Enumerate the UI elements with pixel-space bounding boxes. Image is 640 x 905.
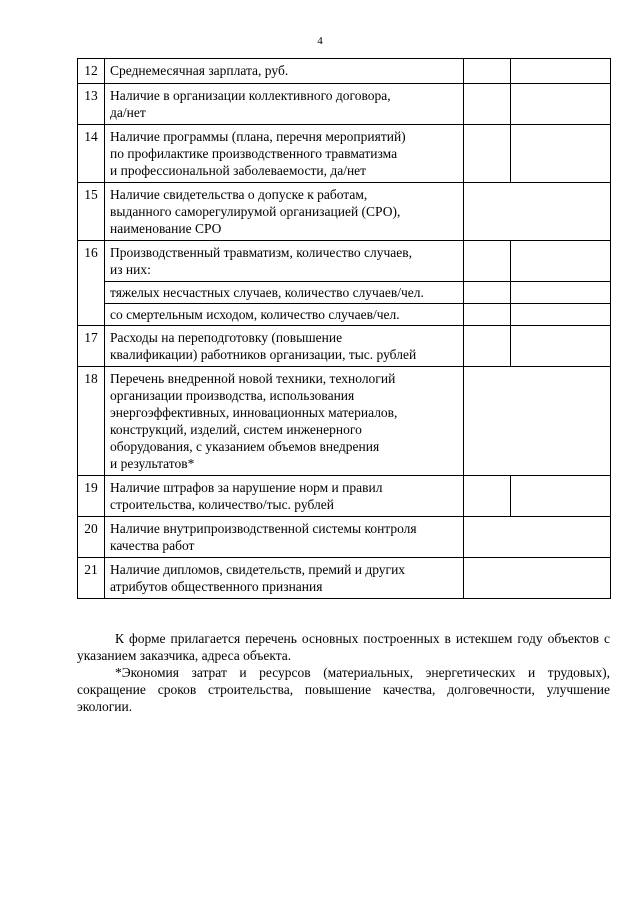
row-text: Расходы на переподготовку (повышение квалификации) работников организации, тыс. рублей xyxy=(105,326,464,367)
answer-cell-1 xyxy=(464,326,511,367)
answer-cell-1 xyxy=(464,476,511,517)
note-attachment: К форме прилагается перечень основных построенных в истекшем году объектов с указанием заказчика, адреса объекта. xyxy=(77,631,610,663)
table-row xyxy=(78,125,611,183)
answer-cell-merged xyxy=(464,517,611,558)
row-text: Наличие дипломов, свидетельств, премий и других атрибутов общественного признания xyxy=(105,558,464,599)
table-subrow xyxy=(78,282,611,304)
table-row xyxy=(78,558,611,599)
row-text: Наличие программы (плана, перечня мероприятий) по профилактике производственного травматизма и профессиональной заболеваемости, да/нет xyxy=(105,125,464,183)
row-number: 19 xyxy=(78,476,105,517)
row-number: 15 xyxy=(78,183,105,241)
answer-cell-merged xyxy=(464,367,611,476)
notes-section xyxy=(77,630,610,715)
table-row xyxy=(78,84,611,125)
table-row xyxy=(78,183,611,241)
answer-cell-2 xyxy=(511,84,611,125)
row-number: 21 xyxy=(78,558,105,599)
row-number: 20 xyxy=(78,517,105,558)
answer-cell-2 xyxy=(511,304,611,326)
row-text: Перечень внедренной новой техники, технологий организации производства, использования энергоэффективных, инновационных материалов, конструкций, изделий, систем инженерного оборудования, с указанием объемов внедрения и результатов* xyxy=(105,367,464,476)
answer-cell-2 xyxy=(511,59,611,84)
answer-cell-1 xyxy=(464,59,511,84)
answer-cell-merged xyxy=(464,183,611,241)
row-subtext: со смертельным исходом, количество случаев/чел. xyxy=(105,304,464,326)
table-row xyxy=(78,326,611,367)
row-text: Наличие штрафов за нарушение норм и правил строительства, количество/тыс. рублей xyxy=(105,476,464,517)
answer-cell-2 xyxy=(511,476,611,517)
table-row xyxy=(78,517,611,558)
row-subtext: тяжелых несчастных случаев, количество случаев/чел. xyxy=(105,282,464,304)
table-row xyxy=(78,367,611,476)
indicators-table xyxy=(77,58,611,599)
row-text: Наличие в организации коллективного договора, да/нет xyxy=(105,84,464,125)
table-row xyxy=(78,476,611,517)
answer-cell-2 xyxy=(511,326,611,367)
answer-cell-2 xyxy=(511,241,611,282)
page-number: 4 xyxy=(317,35,323,47)
table-subrow xyxy=(78,304,611,326)
answer-cell-2 xyxy=(511,125,611,183)
row-number: 18 xyxy=(78,367,105,476)
row-number: 17 xyxy=(78,326,105,367)
row-number: 16 xyxy=(78,241,105,326)
answer-cell-1 xyxy=(464,241,511,282)
row-text: Наличие внутрипроизводственной системы контроля качества работ xyxy=(105,517,464,558)
table-row xyxy=(78,59,611,84)
answer-cell-1 xyxy=(464,84,511,125)
row-text: Производственный травматизм, количество случаев, из них: xyxy=(105,241,464,282)
table-row xyxy=(78,241,611,282)
answer-cell-1 xyxy=(464,304,511,326)
row-text: Среднемесячная зарплата, руб. xyxy=(105,59,464,84)
answer-cell-2 xyxy=(511,282,611,304)
answer-cell-1 xyxy=(464,282,511,304)
row-text: Наличие свидетельства о допуске к работам, выданного саморегулирумой организацией (СРО), наименование СРО xyxy=(105,183,464,241)
note-footnote: *Экономия затрат и ресурсов (материальных, энергетических и трудовых), сокращение сроков строительства, повышение качества, долговечности, улучшение экологии. xyxy=(77,665,610,714)
answer-cell-1 xyxy=(464,125,511,183)
row-number: 14 xyxy=(78,125,105,183)
answer-cell-merged xyxy=(464,558,611,599)
row-number: 13 xyxy=(78,84,105,125)
row-number: 12 xyxy=(78,59,105,84)
